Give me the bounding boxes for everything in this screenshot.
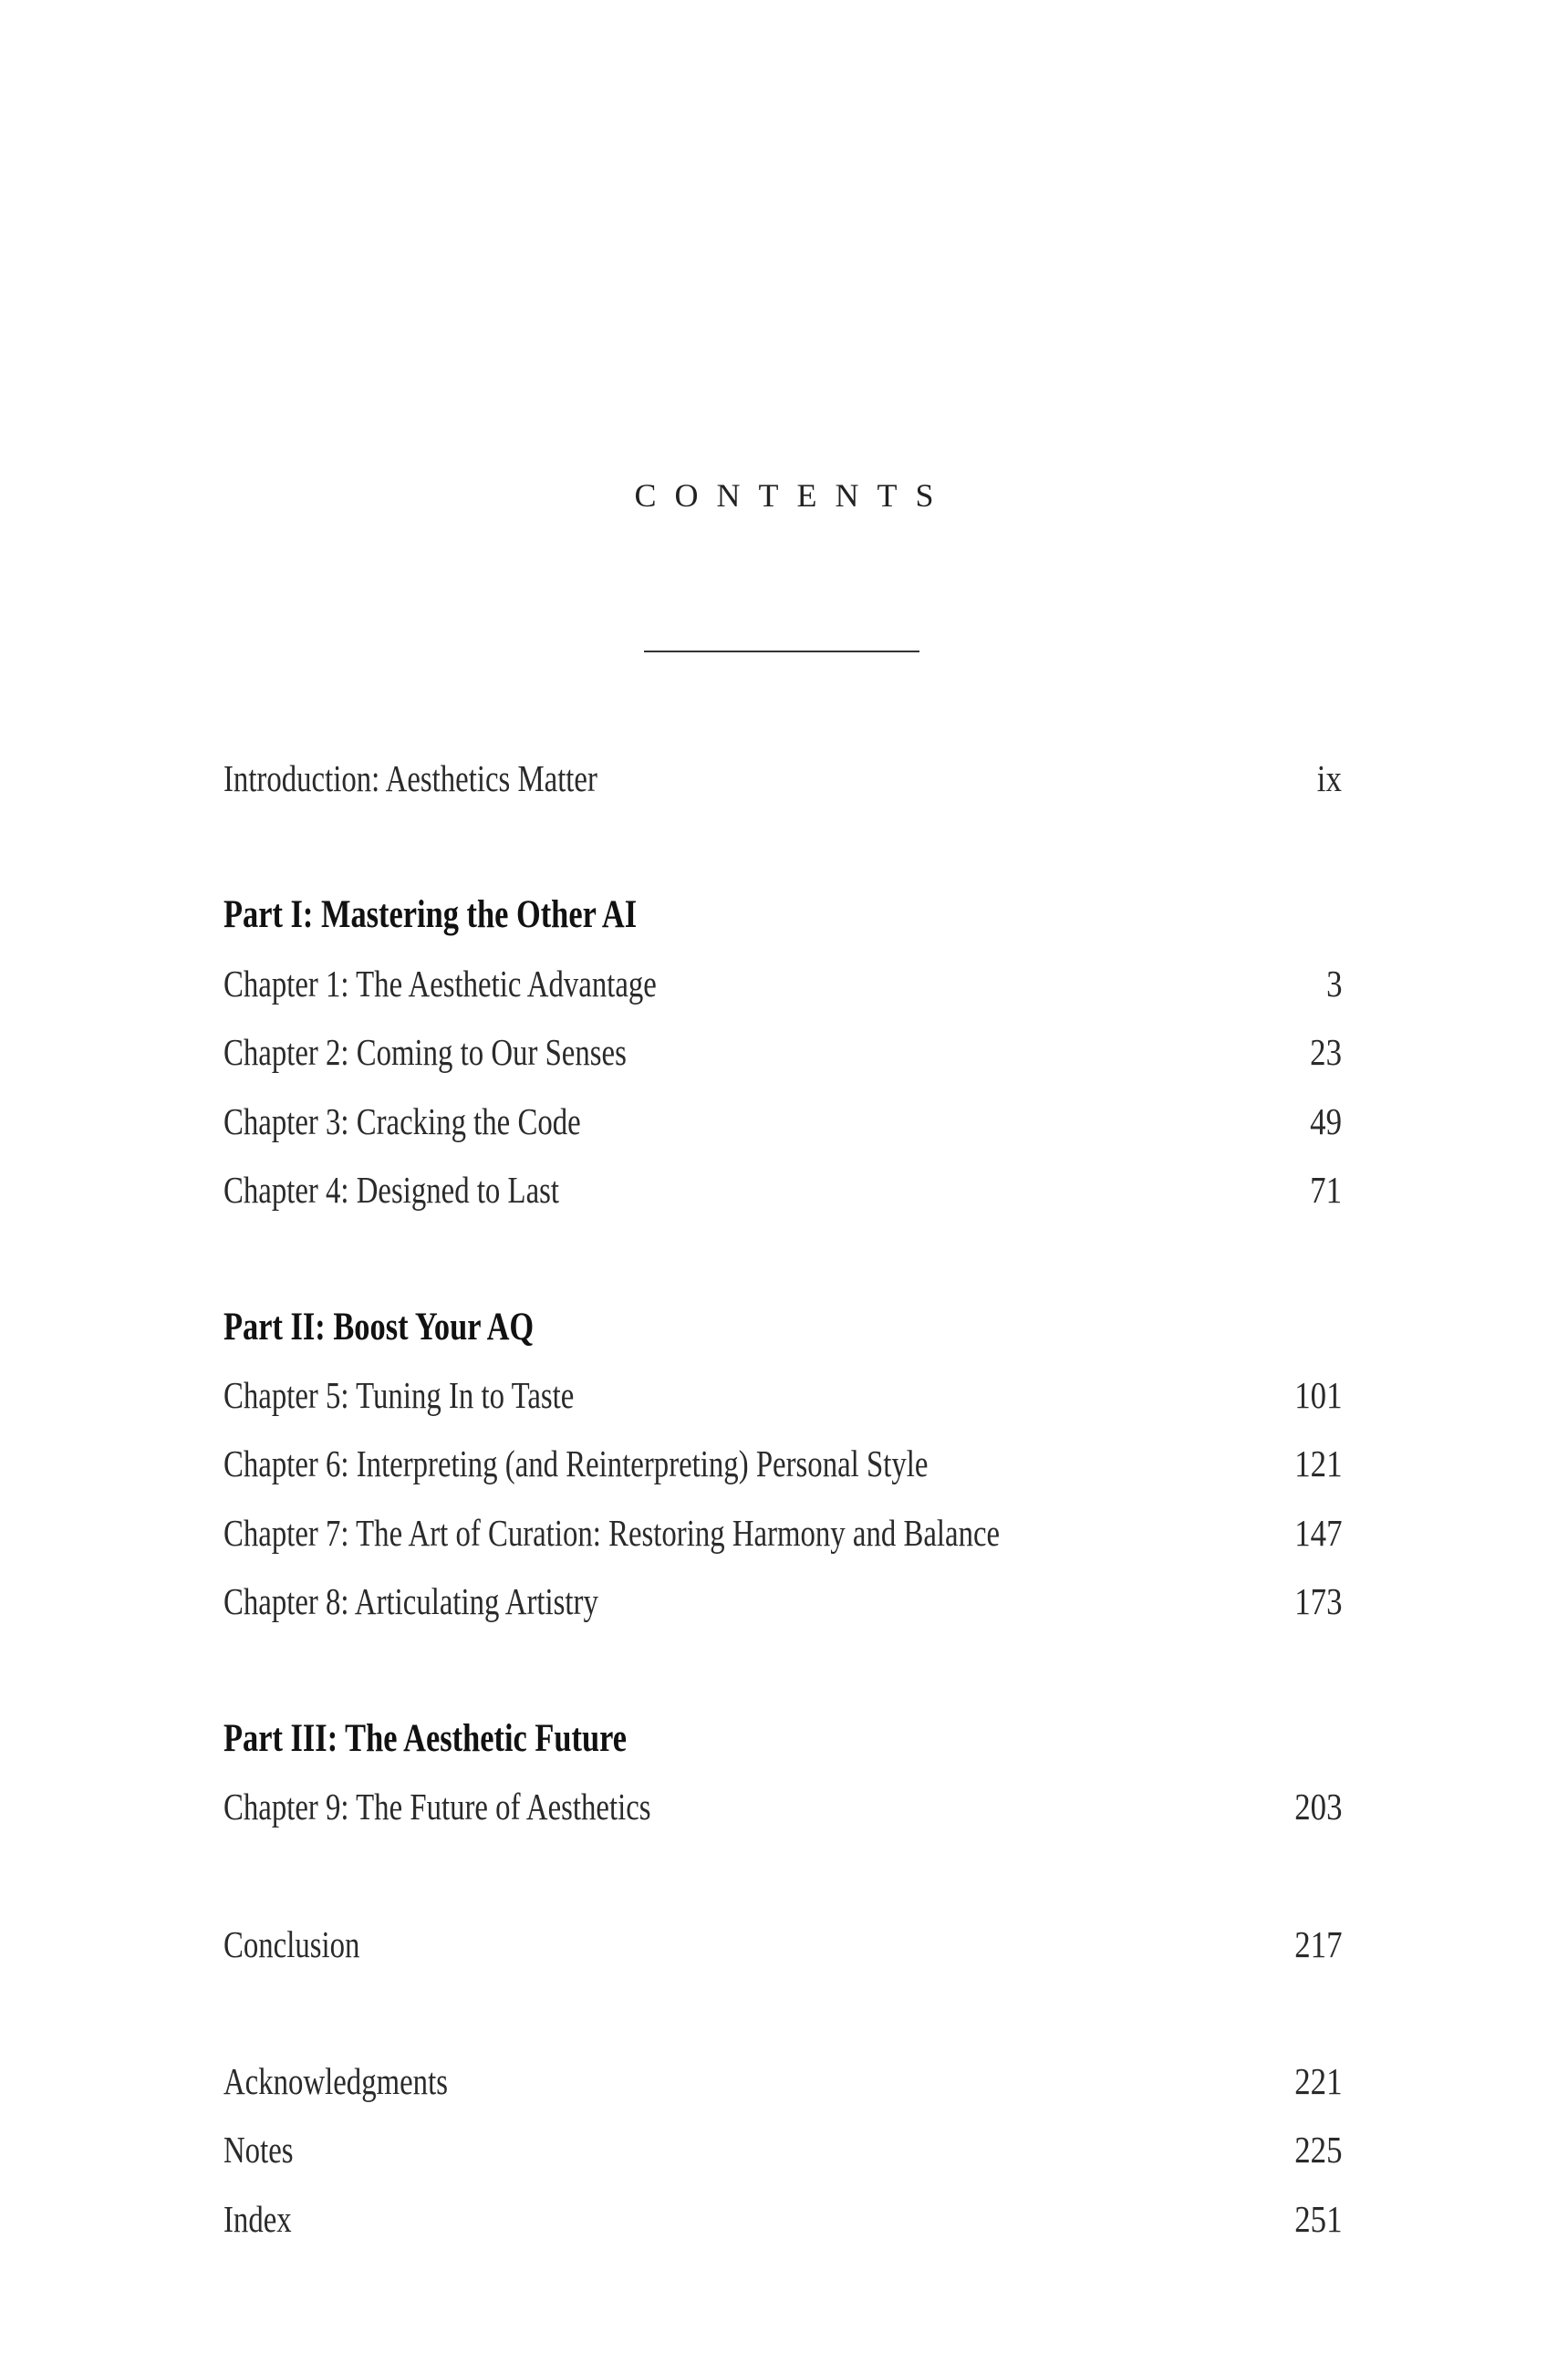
entry-page: 221 <box>1293 2060 1342 2103</box>
entry-label: Acknowledgments <box>223 2060 448 2103</box>
part-label: Part II: Boost Your AQ <box>223 1305 535 1349</box>
toc-entry-chapter-8[interactable] <box>223 1567 1342 1635</box>
entry-page: 217 <box>1293 1922 1342 1965</box>
entry-page: ix <box>1316 756 1342 799</box>
entry-label: Index <box>223 2197 292 2240</box>
entry-label: Chapter 6: Interpreting (and Reinterpreting) Personal Style <box>223 1442 929 1485</box>
entry-label: Chapter 2: Coming to Our Senses <box>223 1031 627 1074</box>
toc-entry-acknowledgments[interactable] <box>223 2047 1342 2116</box>
toc-entry-conclusion[interactable] <box>223 1910 1342 1978</box>
toc-entry-index[interactable] <box>223 2184 1342 2253</box>
entry-label: Notes <box>223 2129 294 2171</box>
entry-label: Chapter 5: Tuning In to Taste <box>223 1374 575 1417</box>
part-heading-3[interactable] <box>223 1704 1342 1773</box>
part-heading-2[interactable] <box>223 1293 1342 1361</box>
toc-entry-chapter-9[interactable] <box>223 1773 1342 1841</box>
divider-rule <box>644 651 919 652</box>
entry-label: Conclusion <box>223 1922 360 1965</box>
toc-entry-notes[interactable] <box>223 2116 1342 2184</box>
table-of-contents <box>223 744 1342 2253</box>
toc-entry-chapter-3[interactable] <box>223 1087 1342 1155</box>
entry-label: Chapter 8: Articulating Artistry <box>223 1579 598 1622</box>
part-heading-1[interactable] <box>223 880 1342 949</box>
entry-page: 251 <box>1293 2197 1342 2240</box>
toc-entry-introduction[interactable] <box>223 744 1342 812</box>
page-title: CONTENTS <box>634 477 952 514</box>
entry-label: Chapter 3: Cracking the Code <box>223 1099 581 1142</box>
entry-label: Chapter 1: The Aesthetic Advantage <box>223 963 657 1005</box>
entry-page: 121 <box>1293 1442 1342 1485</box>
entry-page: 49 <box>1310 1099 1342 1142</box>
entry-label: Chapter 9: The Future of Aesthetics <box>223 1786 651 1828</box>
entry-page: 3 <box>1325 963 1342 1005</box>
entry-label: Chapter 7: The Art of Curation: Restoring Harmony and Balance <box>223 1511 1001 1554</box>
entry-page: 225 <box>1293 2129 1342 2171</box>
entry-page: 23 <box>1310 1031 1342 1074</box>
entry-page: 173 <box>1293 1579 1342 1622</box>
toc-entry-chapter-7[interactable] <box>223 1498 1342 1567</box>
entry-page: 203 <box>1293 1786 1342 1828</box>
entry-page: 101 <box>1293 1374 1342 1417</box>
toc-entry-chapter-1[interactable] <box>223 950 1342 1018</box>
toc-entry-chapter-5[interactable] <box>223 1361 1342 1430</box>
entry-label: Chapter 4: Designed to Last <box>223 1168 560 1211</box>
part-label: Part I: Mastering the Other AI <box>223 893 638 937</box>
part-label: Part III: The Aesthetic Future <box>223 1716 628 1760</box>
toc-entry-chapter-2[interactable] <box>223 1018 1342 1087</box>
entry-page: 71 <box>1310 1168 1342 1211</box>
toc-entry-chapter-4[interactable] <box>223 1155 1342 1224</box>
toc-entry-chapter-6[interactable] <box>223 1430 1342 1498</box>
entry-label: Introduction: Aesthetics Matter <box>223 756 597 799</box>
entry-page: 147 <box>1293 1511 1342 1554</box>
